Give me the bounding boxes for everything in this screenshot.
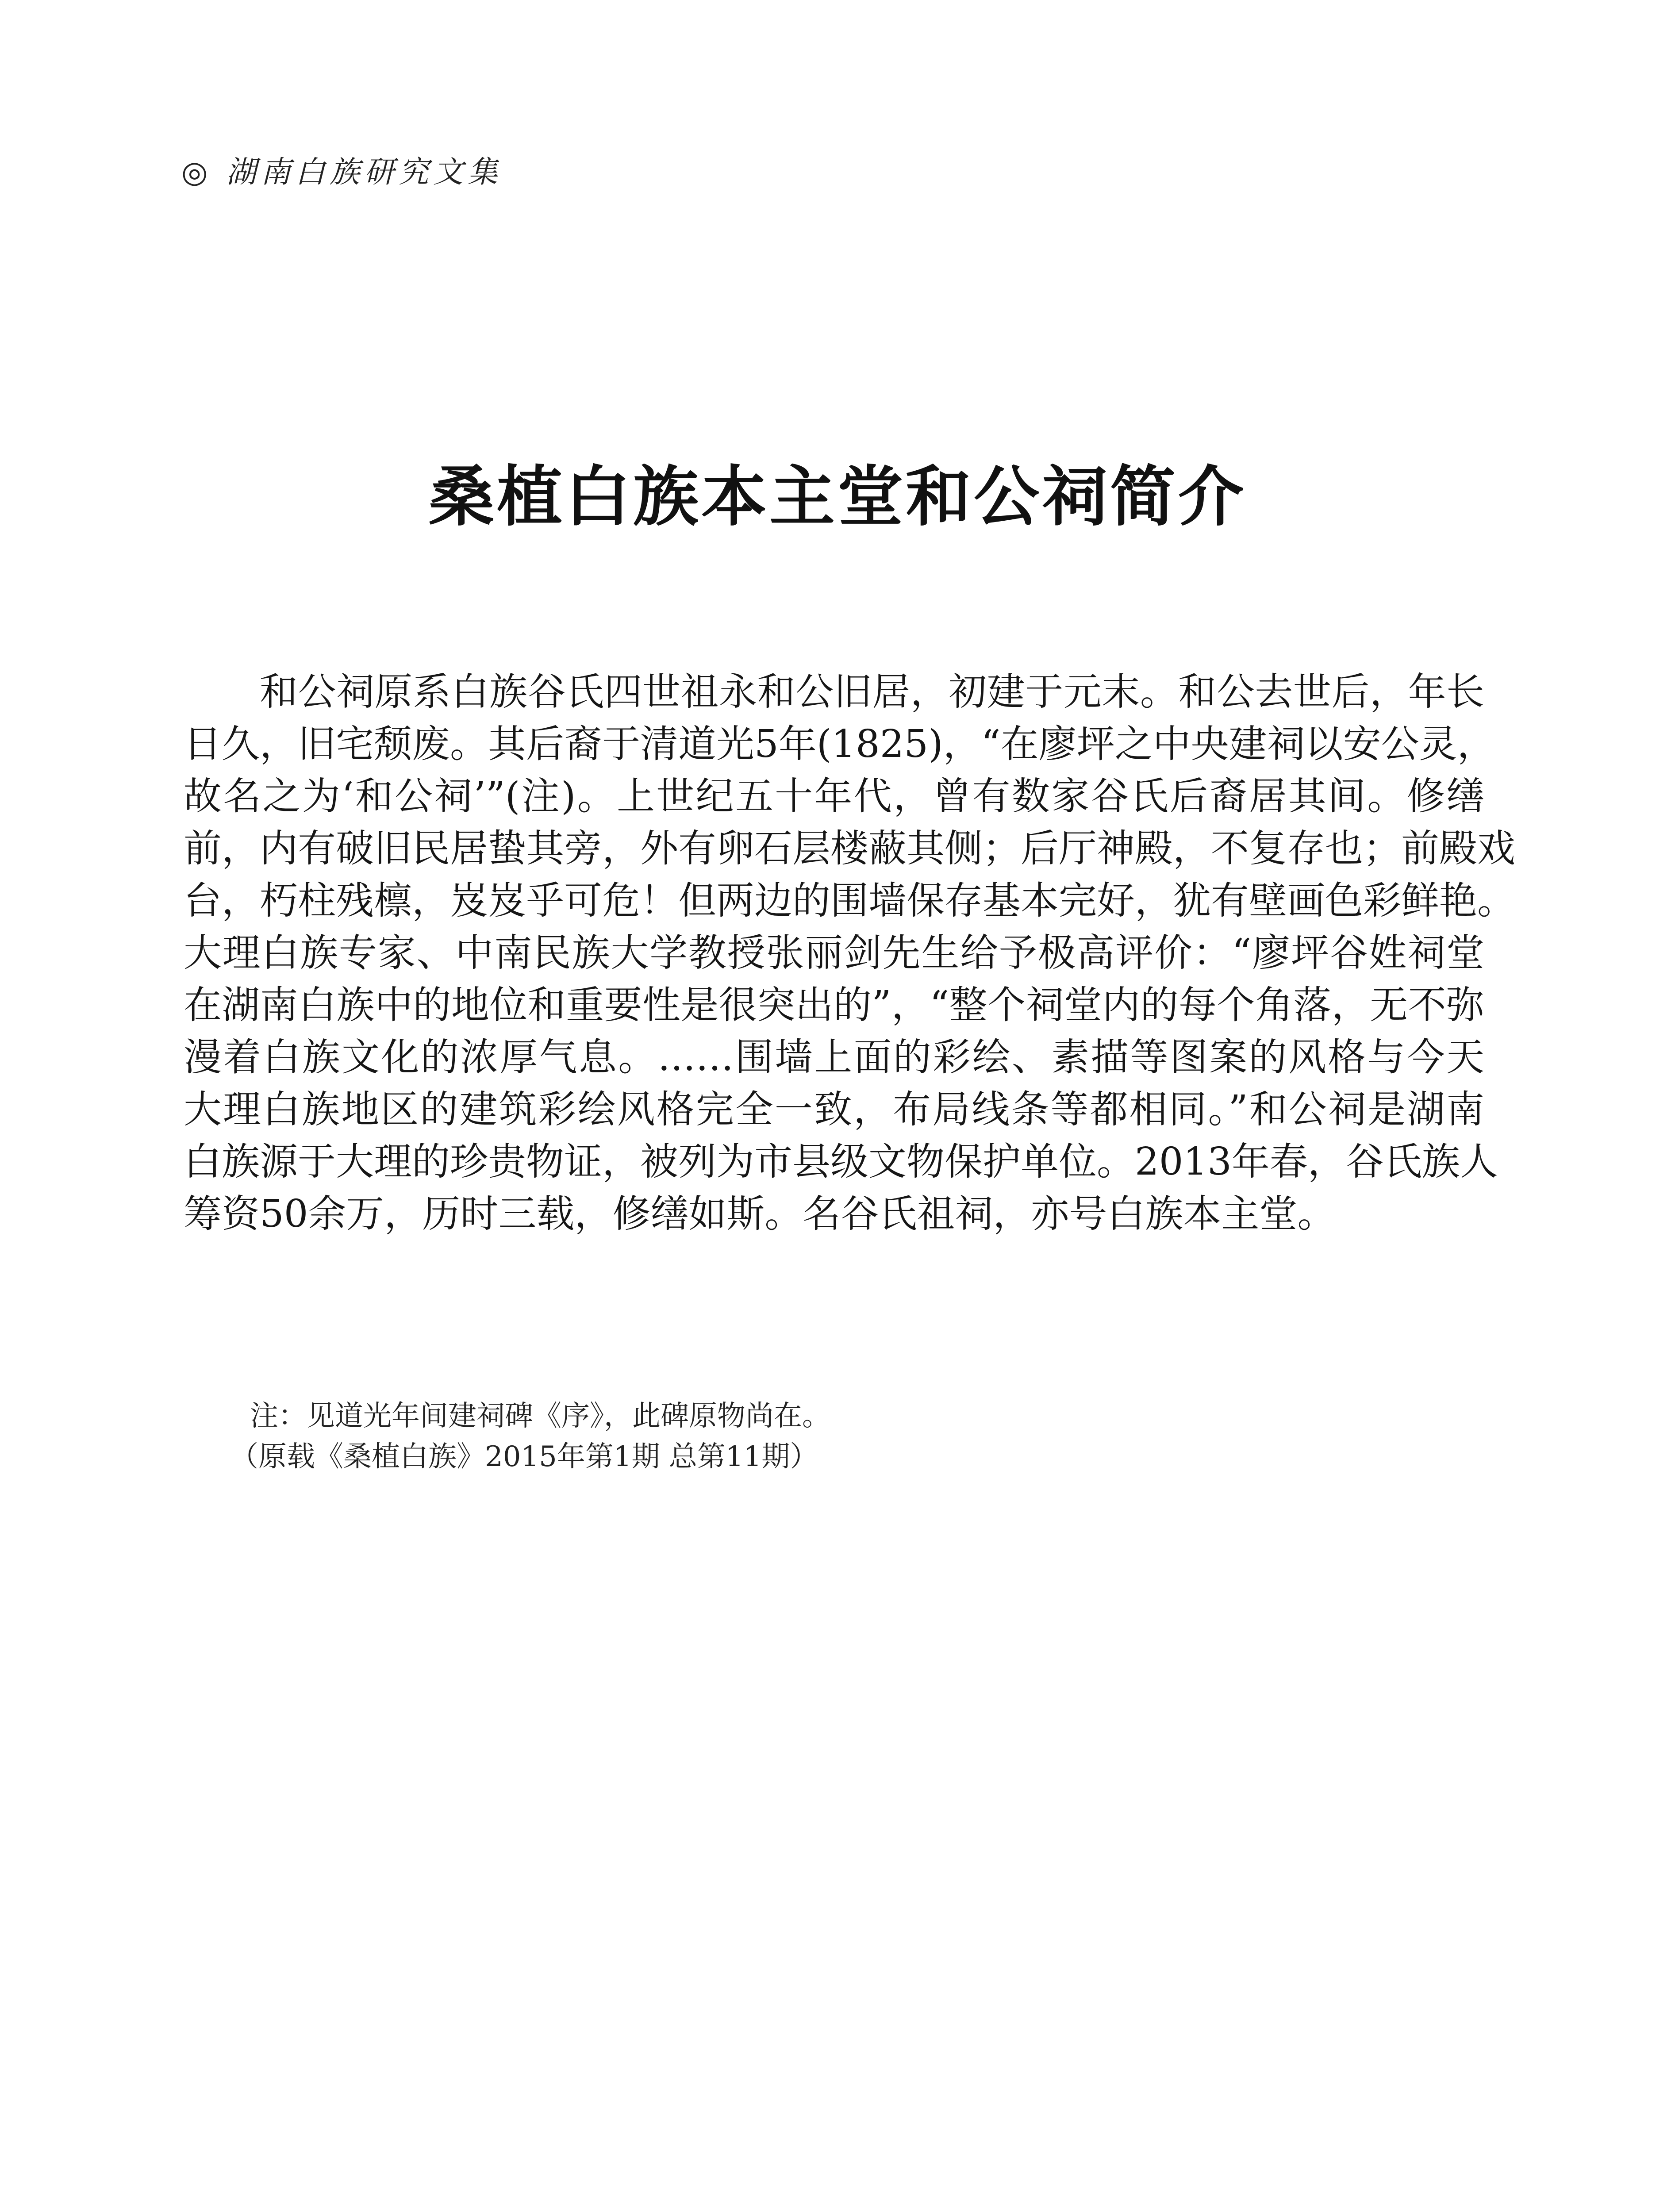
body-line: 白族源于大理的珍贵物证，被列为市县级文物保护单位。2013年春，谷氏族人 bbox=[184, 1140, 1498, 1184]
source-note: （原载《桑植白族》2015年第1期 总第11期） bbox=[230, 1440, 818, 1473]
footnotes bbox=[230, 1396, 830, 1477]
body-line: 日久，旧宅颓废。其后裔于清道光5年(1825)，“在廖坪之中央建祠以安公灵， bbox=[184, 722, 1495, 766]
body-line: 漫着白族文化的浓厚气息。……围墙上面的彩绘、素描等图案的风格与今天 bbox=[184, 1035, 1484, 1079]
body-line: 大理白族地区的建筑彩绘风格完全一致，布局线条等都相同。”和公祠是湖南 bbox=[184, 1087, 1484, 1132]
article-body bbox=[184, 666, 1515, 1240]
footnote: 注：见道光年间建祠碑《序》，此碑原物尚在。 bbox=[250, 1400, 830, 1432]
body-line: 和公祠原系白族谷氏四世祖永和公旧居，初建于元末。和公去世后，年长 bbox=[260, 670, 1484, 714]
body-line: 筹资50余万，历时三载，修缮如斯。名谷氏祖祠，亦号白族本主堂。 bbox=[184, 1192, 1336, 1236]
body-line: 前，内有破旧民居蛰其旁，外有卵石层楼蔽其侧；后厅神殿，不复存也；前殿戏 bbox=[184, 826, 1515, 871]
running-header: ◎ 湖南白族研究文集 bbox=[181, 155, 502, 190]
body-line: 大理白族专家、中南民族大学教授张丽剑先生给予极高评价：“廖坪谷姓祠堂 bbox=[184, 931, 1484, 975]
article-title: 桑植白族本主堂和公祠简介 bbox=[429, 458, 1246, 535]
body-line: 故名之为‘和公祠’”(注)。上世纪五十年代，曾有数家谷氏后裔居其间。修缮 bbox=[184, 774, 1484, 818]
body-line: 台，朽柱残檩，岌岌乎可危！但两边的围墙保存基本完好，犹有壁画色彩鲜艳。 bbox=[184, 879, 1515, 923]
body-line: 在湖南白族中的地位和重要性是很突出的”，“整个祠堂内的每个角落，无不弥 bbox=[184, 983, 1484, 1027]
